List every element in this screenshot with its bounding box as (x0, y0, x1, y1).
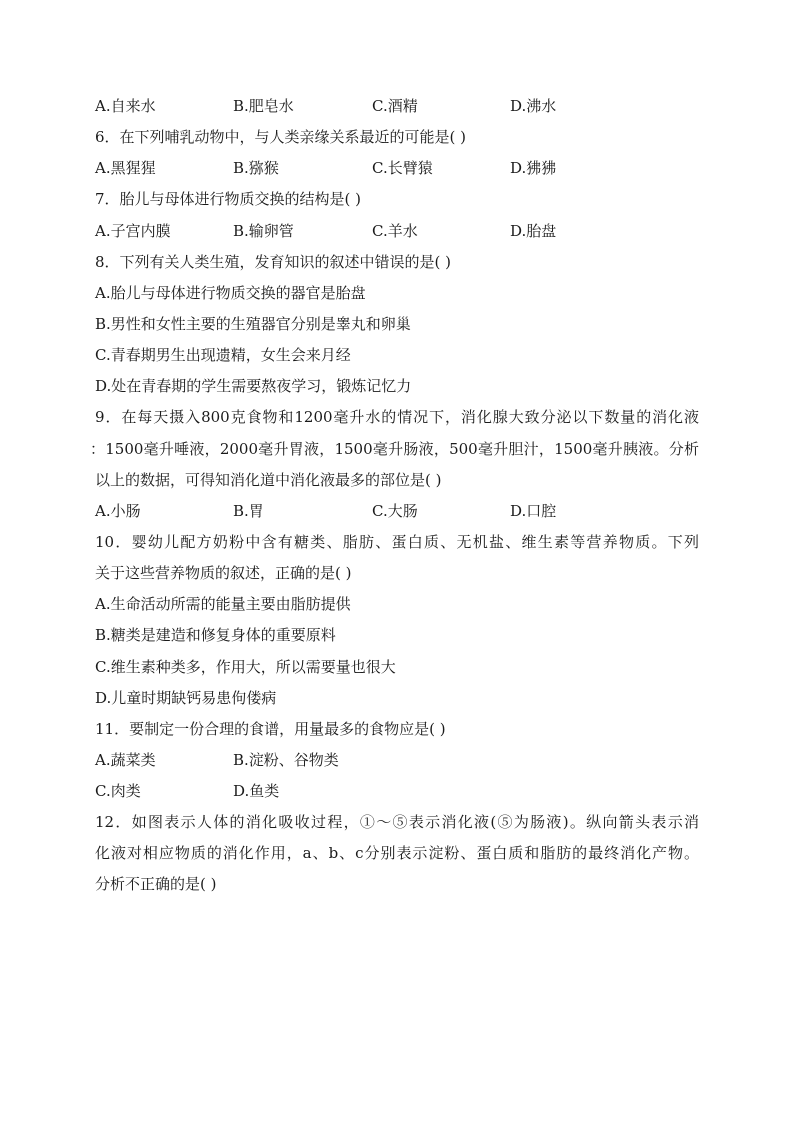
q9-options (95, 499, 699, 523)
q6-option-d[interactable]: D.狒狒 (510, 159, 557, 177)
q12-stem-line-2: 化液对相应物质的消化作用，a、b、c分别表示淀粉、蛋白质和脂肪的最终消化产物。 (95, 844, 699, 862)
q5-options (95, 94, 699, 118)
q9-option-a[interactable]: A.小肠 (95, 502, 141, 520)
q6-option-b[interactable]: B.猕猴 (233, 159, 279, 177)
q9-stem-line-2: ：1500毫升唾液，2000毫升胃液，1500毫升肠液，500毫升胆汁，1500毫升胰液。分析 (90, 440, 699, 458)
q9-stem-line-1: 9．在每天摄入800克食物和1200毫升水的情况下，消化腺大致分泌以下数量的消化液 (95, 408, 699, 426)
q7-option-a[interactable]: A.子宫内膜 (95, 222, 171, 240)
q10-option-c[interactable]: C.维生素种类多，作用大，所以需要量也很大 (95, 658, 396, 676)
q11-options-row-2 (95, 779, 699, 803)
q10-option-b[interactable]: B.糖类是建造和修复身体的重要原料 (95, 626, 336, 644)
q7-option-b[interactable]: B.输卵管 (233, 222, 294, 240)
q9-option-c[interactable]: C.大肠 (372, 502, 418, 520)
q5-option-b[interactable]: B.肥皂水 (233, 97, 294, 115)
q8-option-b[interactable]: B.男性和女性主要的生殖器官分别是睾丸和卵巢 (95, 315, 411, 333)
q7-options (95, 219, 699, 243)
q7-stem: 7．胎儿与母体进行物质交换的结构是( ) (95, 190, 362, 208)
q11-option-b[interactable]: B.淀粉、谷物类 (233, 751, 339, 769)
q9-stem-line-3: 以上的数据，可得知消化道中消化液最多的部位是( ) (95, 471, 442, 489)
q7-option-d[interactable]: D.胎盘 (510, 222, 557, 240)
q5-option-a[interactable]: A.自来水 (95, 97, 156, 115)
q9-option-b[interactable]: B.胃 (233, 502, 264, 520)
q10-stem-line-1: 10．婴幼儿配方奶粉中含有糖类、脂肪、蛋白质、无机盐、维生素等营养物质。下列 (95, 533, 699, 551)
q6-option-c[interactable]: C.长臂猿 (372, 159, 433, 177)
q5-option-d[interactable]: D.沸水 (510, 97, 557, 115)
q8-option-c[interactable]: C.青春期男生出现遗精，女生会来月经 (95, 346, 351, 364)
q10-option-a[interactable]: A.生命活动所需的能量主要由脂肪提供 (95, 595, 351, 613)
q11-option-d[interactable]: D.鱼类 (233, 782, 280, 800)
q11-options-row-1 (95, 748, 699, 772)
q6-options (95, 156, 699, 180)
q11-option-c[interactable]: C.肉类 (95, 782, 141, 800)
q10-stem-line-2: 关于这些营养物质的叙述，正确的是( ) (95, 564, 352, 582)
q7-option-c[interactable]: C.羊水 (372, 222, 418, 240)
q8-option-d[interactable]: D.处在青春期的学生需要熬夜学习，锻炼记忆力 (95, 377, 412, 395)
q12-stem-line-1: 12．如图表示人体的消化吸收过程，①～⑤表示消化液(⑤为肠液)。纵向箭头表示消 (95, 813, 699, 831)
q11-stem: 11．要制定一份合理的食谱，用量最多的食物应是( ) (95, 720, 446, 738)
q8-option-a[interactable]: A.胎儿与母体进行物质交换的器官是胎盘 (95, 284, 366, 302)
q10-option-d[interactable]: D.儿童时期缺钙易患佝偻病 (95, 689, 277, 707)
q9-option-d[interactable]: D.口腔 (510, 502, 557, 520)
q6-stem: 6．在下列哺乳动物中，与人类亲缘关系最近的可能是( ) (95, 128, 467, 146)
q12-stem-line-3: 分析不正确的是( ) (95, 875, 217, 893)
q6-option-a[interactable]: A.黑猩猩 (95, 159, 156, 177)
q5-option-c[interactable]: C.酒精 (372, 97, 418, 115)
q11-option-a[interactable]: A.蔬菜类 (95, 751, 156, 769)
q8-stem: 8．下列有关人类生殖，发育知识的叙述中错误的是( ) (95, 253, 452, 271)
